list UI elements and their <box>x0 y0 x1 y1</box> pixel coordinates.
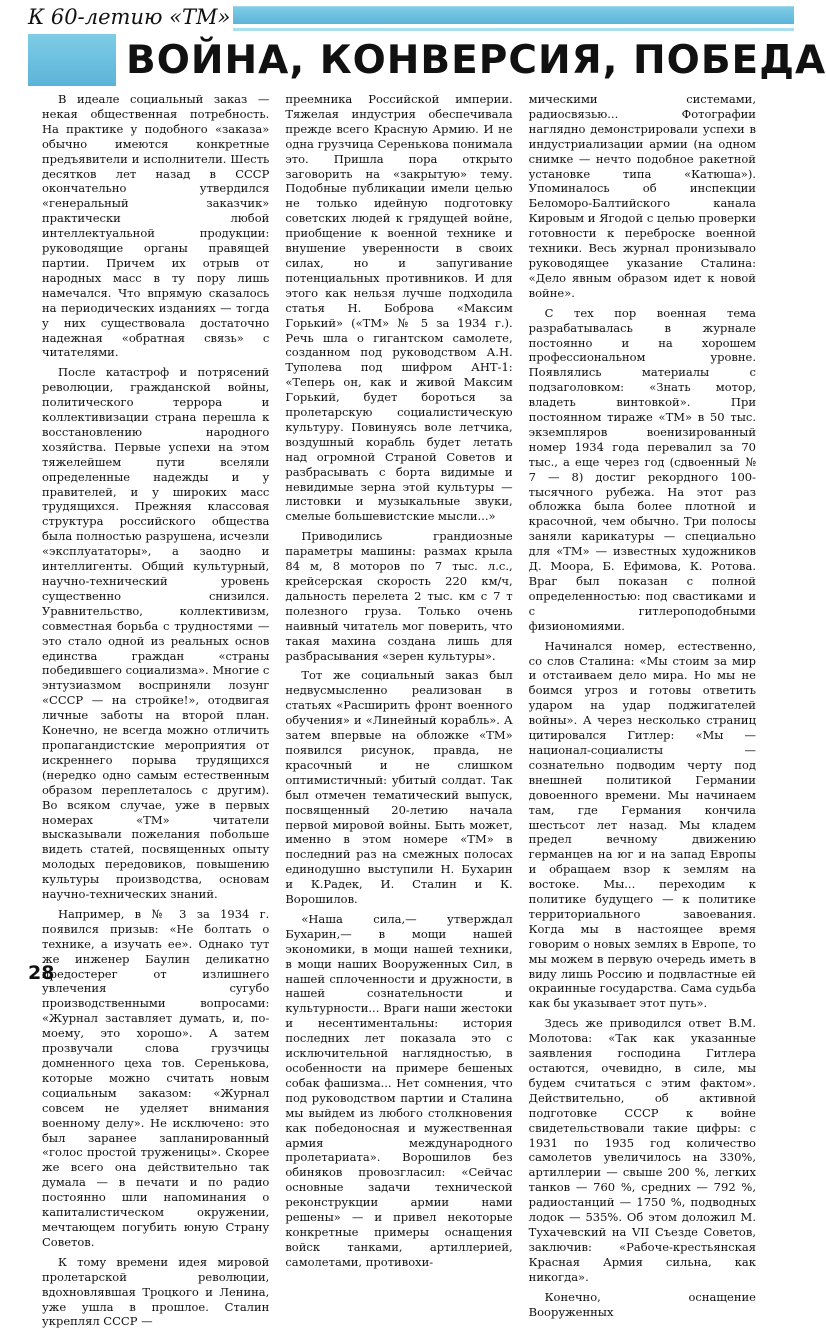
rubric: К 60-летию «ТМ» <box>28 5 231 29</box>
paragraph: преемника Российской империи. Тяжелая индустрия обеспечивала прежде всего Красную Армию. И не одна грузчица Серенькова понимала это. Пришла пора открыто заговорить на «закрытую» тему. Подобные публикации имели целью не только идейную подготовку советских людей к грядущей войне, приобщение к военной технике и внушение уверенности в своих силах, но и запугивание потенциальных противников. И для этого как нельзя лучше подходила статья Н. Боброва «Максим Горький» («ТМ» № 5 за 1934 г.). Речь шла о гигантском самолете, созданном под руководством А.Н. Туполева под шифром АНТ-1: «Теперь он, как и живой Максим Горький, будет бороться за пролетарскую социалистическую культуру. Повинуясь воле летчика, воздушный корабль будет летать над огромной Страной Советов и разбрасывать с борта видимые и невидимые зерна этой культуры — листовки и музыкальные звуки, смелые большевистские мысли...» <box>285 92 513 524</box>
rubric-color-band <box>233 6 794 24</box>
text-column-1 <box>42 92 270 1329</box>
page-number: 28 <box>28 962 55 984</box>
paragraph: К тому времени идея мировой пролетарской революции, вдохновлявшая Троцкого и Ленина, уже ушла в прошлое. Сталин укреплял СССР — <box>42 1254 270 1329</box>
paragraph: «Наша сила,— утверждал Бухарин,— в мощи нашей экономики, в мощи нашей техники, в мощи наших Вооруженных Сил, в нашей сплоченности и дружности, в нашей сознательности и культурности... Враги наши жестоки и несентиментальны: история последних лет показала это с исключительной наглядностью, в особенности на примере бешеных собак фашизма... Нет сомнения, что под руководством партии и Сталина мы выйдем из любого столкновения как победоносная и мужественная армия международного пролетариата». Ворошилов без обиняков провозгласил: «Сейчас основные задачи технической реконструкции армии нами решены» — и привел некоторые конкретные примеры оснащения войск танками, артиллерией, самолетами, противохи- <box>285 911 513 1269</box>
paragraph: После катастроф и потрясений революции, гражданской войны, политического террора и коллективизации страна перешла к восстановлению народного хозяйства. Первые успехи на этом тяжелейшем пути вселяли определенные надежды и у правителей, и у широких масс трудящихся. Прежняя классовая структура российского общества была полностью разрушена, исчезли «эксплуататоры», а заодно и интеллигенты. Общий культурный, научно-технический уровень существенно снизился. Уравнительство, коллективизм, совместная борьба с трудностями — это стало одной из реальных основ единства граждан «страны победившего социализма». Многие с энтузиазмом восприняли лозунг «СССР — на стройке!», отодвигая личные заботы на второй план. Конечно, не всегда можно отличить пропагандистские мероприятия от искреннего порыва трудящихся (нередко одно самым естественным образом переплеталось с другим). Во всяком случае, уже в первых номерах «ТМ» читатели высказывали пожелания побольше видеть статей, посвященных опыту молодых передовиков, повышению культуры производства, основам научно-технических знаний. <box>42 365 270 902</box>
paragraph: Приводились грандиозные параметры машины: размах крыла 84 м, 8 моторов по 7 тыс. л.с., крейсерская скорость 220 км/ч, дальность перелета 2 тыс. км с 7 т полезного груза. Только очень наивный читатель мог поверить, что такая махина создана лишь для разбрасывания «зерен культуры». <box>285 529 513 663</box>
paragraph: Конечно, оснащение Вооруженных <box>528 1289 756 1319</box>
article-headline: ВОЙНА, КОНВЕРСИЯ, ПОБЕДА <box>126 38 826 83</box>
paragraph: В идеале социальный заказ — некая общественная потребность. На практике у подобного «заказа» обычно имеются конкретные предъявители и исполнители. Шесть десятков лет назад в СССР окончательно утвердился «генеральный заказчик» практически любой интеллектуальной продукции: руководящие органы правящей партии. Причем их отрыв от народных масс в ту пору лишь намечался. Что впрямую сказалось на периодических изданиях — тогда у них существовала достаточно надежная «обратная связь» с читателями. <box>42 92 270 360</box>
paragraph: мическими системами, радиосвязью... Фотографии наглядно демонстрировали успехи в индустриализации армии (на одном снимке — нечто подобное ракетной установке типа «Катюша»). Упоминалось об инспекции Беломоро-Балтийского канала Кировым и Ягодой с целью проверки готовности к переброске военной техники. Весь журнал пронизывало руководящее указание Сталина: «Дело явным образом идет к новой войне». <box>528 92 756 300</box>
rubric-row <box>28 2 794 34</box>
paragraph: Здесь же приводился ответ В.М. Молотова: «Так как указанные заявления господина Гитлера остаются, очевидно, в силе, мы будем считаться с этим фактом». Действительно, об активной подготовке СССР к войне свидетельствовали такие цифры: с 1931 по 1935 год количество самолетов увеличилось на 330%, артиллерии — свыше 200 %, легких танков — 760 %, средних — 792 %, радиостанций — 1750 %, подводных лодок — 535%. Об этом доложил М. Тухачевский на VII Съезде Советов, заключив: «Рабоче-крестьянская Красная Армия сильна, как никогда». <box>528 1016 756 1284</box>
text-column-2 <box>285 92 513 1269</box>
article-body <box>42 92 756 1329</box>
text-column-3 <box>528 92 756 1319</box>
headline-color-block <box>28 34 116 86</box>
paragraph: Начинался номер, естественно, со слов Сталина: «Мы стоим за мир и отстаиваем дело мира. Но мы не боимся угроз и готовы ответить ударом на удар поджигателей войны». А через несколько страниц цитировался Гитлер: «Мы — национал-социалисты — сознательно подводим черту под внешней политикой Германии довоенного времени. Мы начинаем там, где Германия кончила шестьсот лет назад. Мы кладем предел вечному движению германцев на юг и на запад Европы и обращаем взор к землям на востоке. Мы... переходим к политике будущего — к политике территориального завоевания. Когда мы в настоящее время говорим о новых землях в Европе, то мы можем в первую очередь иметь в виду лишь Россию и подвластные ей окраинные государства. Сама судьба как бы указывает этот путь». <box>528 638 756 1011</box>
paragraph: Тот же социальный заказ был недвусмысленно реализован в статьях «Расширить фронт военного обучения» и «Линейный корабль». А затем впервые на обложке «ТМ» появился рисунок, правда, не красочный и не слишком оптимистичный: убитый солдат. Так был отмечен тематический выпуск, посвященный 20-летию начала первой мировой войны. Быть может, именно в этом номере «ТМ» в последний раз на смежных полосах единодушно выступили Н. Бухарин и К.Радек, И. Сталин и К. Ворошилов. <box>285 668 513 907</box>
paragraph: С тех пор военная тема разрабатывалась в журнале постоянно и на хорошем профессиональном уровне. Появлялись материалы с подзаголовком: «Знать мотор, владеть винтовкой». При постоянном тираже «ТМ» в 50 тыс. экземпляров военизированный номер 1934 года перевалил за 70 тыс., а еще через год (сдвоенный № 7 — 8) достиг рекордного 100-тысячного рубежа. На этот раз обложка была более плотной и красочной, чем обычно. Три полосы заняли карикатуры — специально для «ТМ» — известных художников Д. Моора, Б. Ефимова, К. Ротова. Враг был показан с полной определенностью: под свастиками и с гитлероподобными физиономиями. <box>528 305 756 633</box>
paragraph: Например, в № 3 за 1934 г. появился призыв: «Не болтать о технике, а изучать ее». Однако тут же инженер Баулин деликатно предостерег от излишнего увлечения сугубо производственными вопросами: «Журнал заставляет думать, и, по-моему, это хорошо». А затем прозвучали слова грузчицы домненного цеха тов. Серенькова, которые можно считать новым социальным заказом: «Журнал совсем не уделяет внимания военному делу». Не исключено: это был заранее запланированный «голос простой труженицы». Скорее же всего она действительно так думала — в печати и по радио постоянно шли напоминания о капиталистическом окружении, мечтающем погубить юную Страну Советов. <box>42 906 270 1249</box>
